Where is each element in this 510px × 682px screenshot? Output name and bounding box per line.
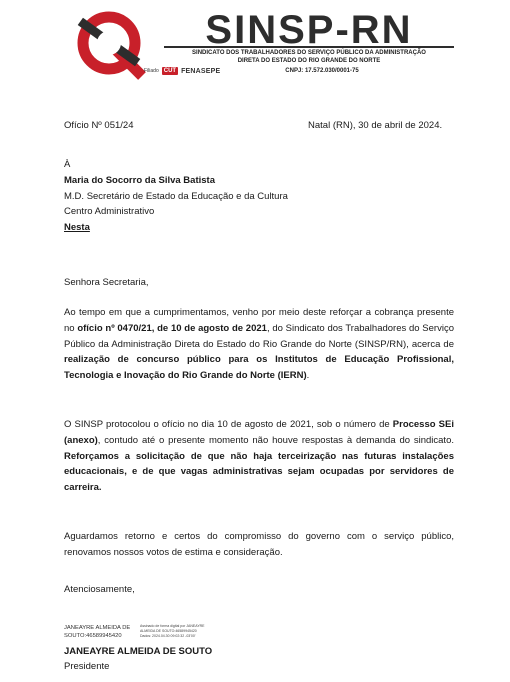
- p1-text-d: realização de concurso público para os Institutos de Educação Profissional, Tecnologia e Inovação do Rio Grande do Norte (IERN): [64, 354, 454, 382]
- signatory-name: JANEAYRE ALMEIDA DE SOUTO: [64, 646, 213, 657]
- p2-text-d: Reforçamos a solicitação de que não haja terceirização nas futuras instalações educacionais, e de que vagas administrativas sejam ocupadas por servidores de carreira.: [64, 450, 454, 494]
- digital-name-line1: JANEAYRE ALMEIDA DE: [64, 625, 131, 631]
- fenasepe-label: FENASEPE: [181, 67, 221, 75]
- p1-text-a: Ao tempo em que a cumprimentamos, venho por meio deste reforçar a cobrança presente no: [64, 307, 454, 334]
- document-reference: Ofício Nº 051/24: [64, 120, 134, 131]
- digital-signature-note: [140, 624, 240, 639]
- digital-note-line1: Assinado de forma digital por JANEAYRE: [140, 624, 205, 628]
- p2-text-a: O SINSP protocolou o ofício no dia 10 de agosto de 2021, sob o número de: [64, 419, 393, 430]
- signatory-role: Presidente: [64, 661, 110, 672]
- cnpj: CNPJ: 17.572.030/0001-75: [285, 68, 359, 74]
- digital-signature-name: [64, 624, 136, 640]
- affiliation: [144, 67, 220, 75]
- address-block: [64, 157, 288, 236]
- p1-text-b: ofício nº 0470/21, de 10 de agosto de 2021: [77, 322, 267, 334]
- recipient-org: Centro Administrativo: [64, 206, 155, 218]
- greeting: Senhora Secretaria,: [64, 277, 149, 288]
- letterhead: [64, 10, 448, 84]
- recipient-name: Maria do Socorro da Silva Batista: [64, 174, 215, 186]
- recipient-title: M.D. Secretário de Estado da Educação e da Cultura: [64, 190, 288, 202]
- affiliation-label: Filiado: [144, 68, 159, 74]
- union-full-line2: DIRETA DO ESTADO DO RIO GRANDE DO NORTE: [237, 58, 381, 64]
- paragraph-1: [64, 305, 454, 384]
- paragraph-3: Aguardamos retorno e certos do compromisso do governo com o serviço público, renovamos nossos votos de estima e consideração.: [64, 531, 454, 558]
- digital-note-line3: Dados: 2024.04.30 09:02:32 -03'00': [140, 634, 196, 638]
- sinsp-logo-icon: [76, 10, 148, 80]
- union-full-name: [164, 46, 454, 65]
- document-date: Natal (RN), 30 de abril de 2024.: [308, 120, 443, 131]
- union-name: SINSP-RN: [205, 8, 413, 52]
- closing: Atenciosamente,: [64, 584, 135, 595]
- p2-text-c: , contudo até o presente momento não houve respostas à demanda do sindicato.: [97, 434, 454, 446]
- cut-badge: CUT: [163, 68, 177, 74]
- p1-text-c: , do Sindicato dos Trabalhadores do Serviço Público da Administração Direta do Estado do Rio Grande do Norte (SINSP/RN), acerca de: [64, 322, 454, 350]
- digital-name-line2: SOUTO:46589945420: [64, 633, 122, 639]
- p2-text-b: Processo SEi (anexo): [64, 419, 454, 446]
- address-to: À: [64, 159, 71, 170]
- recipient-place: Nesta: [64, 222, 90, 234]
- digital-note-line2: ALMEIDA DE SOUTO:46589945420: [140, 629, 197, 633]
- union-full-line1: SINDICATO DOS TRABALHADORES DO SERVIÇO PÚBLICO DA ADMINISTRAÇÃO: [192, 50, 426, 56]
- p1-text-e: .: [306, 370, 310, 382]
- paragraph-2: [64, 417, 454, 496]
